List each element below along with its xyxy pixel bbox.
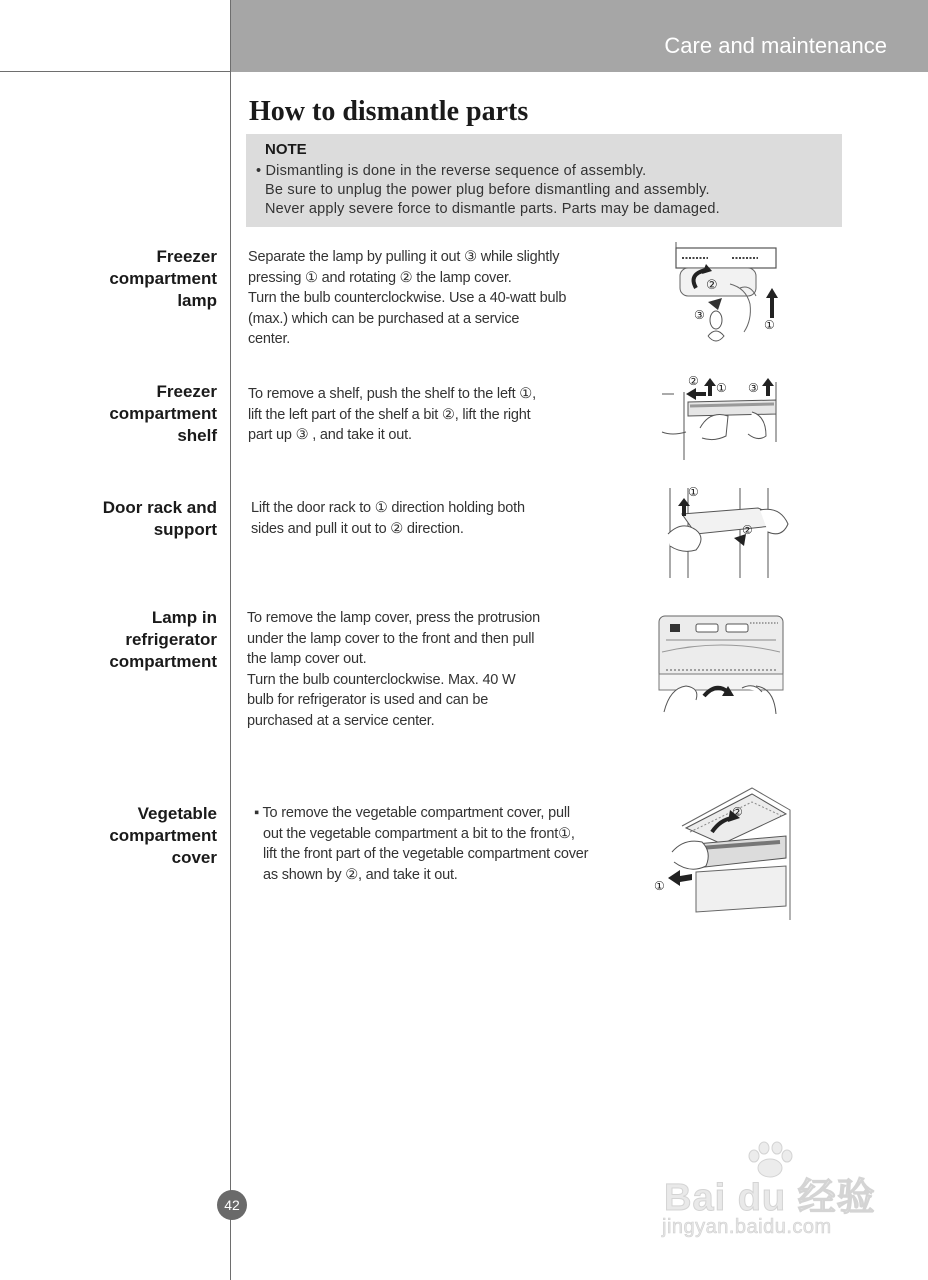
mark-1: ①	[716, 381, 727, 395]
text-line: Turn the bulb counterclockwise. Use a 40-watt bulb	[248, 290, 567, 306]
page-number-badge: 42	[217, 1190, 247, 1220]
text-line: lift the front part of the vegetable compartment cover	[263, 846, 589, 862]
mark-2: ②	[706, 278, 718, 293]
mark-2: ②	[732, 805, 743, 819]
mark-1: ①	[688, 485, 699, 499]
label-line: cover	[171, 848, 217, 867]
text-line: To remove a shelf, push the shelf to the left ①,	[248, 386, 536, 402]
label-line: Door rack and	[102, 498, 217, 517]
label-line: compartment	[109, 404, 217, 423]
note-line: Be sure to unplug the power plug before dismantling and assembly.	[265, 182, 710, 198]
mark-3: ③	[748, 381, 759, 395]
label-line: lamp	[177, 291, 217, 310]
header-band	[231, 0, 928, 72]
text-line: sides and pull it out to ② direction.	[251, 520, 464, 537]
text-line: To remove the lamp cover, press the protrusion	[247, 610, 541, 626]
mark-1: ①	[764, 318, 775, 332]
text-line: the lamp cover out.	[247, 651, 367, 667]
header-title: Care and maintenance	[664, 33, 887, 58]
label-line: compartment	[109, 269, 217, 288]
text-line: Separate the lamp by pulling it out ③ while slightly	[248, 249, 560, 265]
mark-2: ②	[742, 523, 753, 537]
label-line: Lamp in	[151, 608, 217, 627]
label-line: Freezer	[156, 247, 217, 266]
text-line: as shown by ②, and take it out.	[263, 866, 458, 883]
note-line: Never apply severe force to dismantle parts. Parts may be damaged.	[265, 201, 720, 217]
section-text-vegetable-cover	[254, 803, 588, 885]
section-label-freezer-lamp	[109, 246, 217, 312]
label-line: compartment	[109, 826, 217, 845]
section-text-freezer-shelf	[248, 384, 536, 446]
section-text-fridge-lamp	[247, 608, 540, 731]
watermark-brand: Bai du 经验	[664, 1177, 876, 1219]
section-text-freezer-lamp	[248, 247, 566, 350]
text-line: Turn the bulb counterclockwise. Max. 40 W	[247, 671, 516, 688]
text-line: lift the left part of the shelf a bit ②, lift the right	[248, 406, 531, 423]
label-line: Vegetable	[137, 804, 217, 823]
freezer-lamp-illustration	[668, 238, 792, 358]
mark-3: ③	[694, 308, 705, 322]
label-line: refrigerator	[125, 630, 217, 649]
section-label-fridge-lamp	[109, 607, 217, 673]
vegetable-cover-illustration	[652, 786, 792, 920]
section-label-door-rack	[103, 497, 217, 541]
text-line: bulb for refrigerator is used and can be	[247, 692, 489, 708]
text-line: center.	[248, 331, 291, 347]
freezer-shelf-illustration	[660, 372, 784, 462]
note-box	[246, 134, 842, 227]
section-label-vegetable-cover	[109, 803, 217, 869]
label-line: support	[153, 520, 217, 539]
text-line: Lift the door rack to ① direction holding both	[251, 500, 525, 516]
text-line: part up ③ , and take it out.	[248, 427, 412, 443]
label-line: shelf	[177, 426, 217, 445]
note-line: • Dismantling is done in the reverse sequence of assembly.	[256, 163, 647, 179]
door-rack-illustration	[664, 484, 798, 580]
section-text-door-rack	[251, 498, 525, 539]
text-line: (max.) which can be purchased at a service	[248, 310, 520, 327]
fridge-lamp-illustration	[656, 612, 786, 720]
margin-divider	[230, 0, 231, 1280]
text-line: ▪ To remove the vegetable compartment cover, pull	[254, 805, 570, 821]
watermark-url: jingyan.baidu.com	[662, 1216, 832, 1238]
text-line: pressing ① and rotating ② the lamp cover.	[248, 269, 512, 286]
text-line: out the vegetable compartment a bit to the front①,	[263, 825, 575, 842]
mark-2: ②	[688, 374, 699, 388]
header-rule	[0, 71, 231, 72]
note-title: NOTE	[265, 141, 307, 158]
text-line: purchased at a service center.	[247, 712, 435, 729]
label-line: Freezer	[156, 382, 217, 401]
text-line: under the lamp cover to the front and then pull	[247, 630, 535, 647]
mark-1: ①	[654, 879, 665, 893]
label-line: compartment	[109, 652, 217, 671]
baidu-watermark	[660, 1140, 910, 1250]
page-title: How to dismantle parts	[249, 96, 529, 127]
section-label-freezer-shelf	[109, 381, 217, 447]
